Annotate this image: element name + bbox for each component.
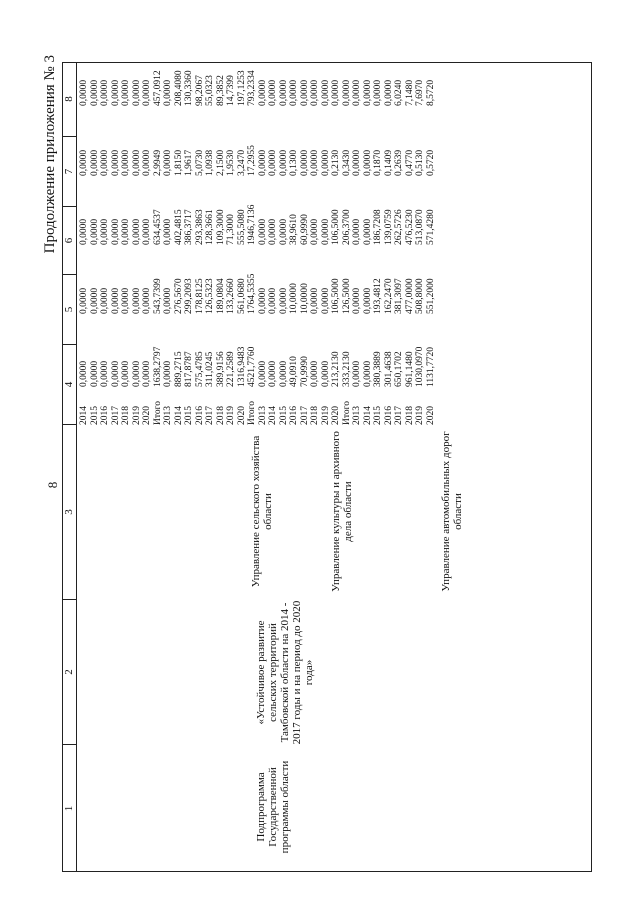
header-col-8: 8 bbox=[63, 96, 75, 102]
value-col-7: 0,4770 bbox=[404, 149, 415, 176]
value-col-7: 0,0000 bbox=[299, 149, 310, 176]
value-col-7: 0,1300 bbox=[289, 149, 299, 176]
value-col-6: 0,0000 bbox=[268, 218, 278, 245]
value-col-7: 17,2955 bbox=[247, 145, 257, 176]
department-culture: Управление культуры и архивного дела области bbox=[330, 431, 354, 592]
value-col-8: 8,5720 bbox=[425, 79, 436, 106]
value-col-4: 213,2130 bbox=[331, 351, 341, 387]
value-col-4: 0,0000 bbox=[362, 360, 373, 387]
value-col-4: 0,0000 bbox=[131, 360, 142, 387]
value-col-5: 299,2093 bbox=[184, 278, 194, 314]
value-col-6: 0,0000 bbox=[79, 218, 89, 245]
value-col-4: 0,0000 bbox=[89, 360, 100, 387]
row-label: 2019 bbox=[415, 406, 425, 425]
value-col-5: 193,4812 bbox=[373, 278, 383, 314]
value-col-7: 0,0000 bbox=[142, 149, 152, 176]
row-label: 2018 bbox=[404, 406, 415, 425]
value-col-8: 0,0000 bbox=[352, 79, 362, 106]
row-label: 2019 bbox=[131, 406, 142, 425]
value-col-4: 0,0000 bbox=[110, 360, 121, 387]
value-col-6: 38,9610 bbox=[289, 214, 299, 245]
row-label: 2018 bbox=[215, 406, 226, 425]
program-name: Подпрограмма Государственной программы области bbox=[255, 760, 291, 854]
value-col-6: 476,5230 bbox=[404, 209, 415, 245]
value-col-7: 2,1500 bbox=[215, 149, 226, 176]
value-col-6: 60,9990 bbox=[299, 214, 310, 245]
value-col-7: 0,0000 bbox=[89, 149, 100, 176]
value-col-4: 0,0000 bbox=[257, 360, 268, 387]
value-col-4: 389,9156 bbox=[215, 351, 226, 387]
value-col-6: 1946,7136 bbox=[247, 204, 257, 245]
row-label: 2013 bbox=[257, 406, 268, 425]
row-label: 2020 bbox=[425, 406, 436, 425]
header-col-3: 3 bbox=[62, 424, 77, 599]
row-label: 2020 bbox=[236, 406, 247, 425]
value-col-5: 0,0000 bbox=[268, 287, 278, 314]
row-label: 2020 bbox=[142, 406, 152, 425]
department-agriculture: Управление сельского хозяйства области bbox=[250, 435, 274, 588]
value-col-4: 311,0245 bbox=[205, 351, 215, 387]
value-col-6: 0,0000 bbox=[310, 218, 320, 245]
value-col-8: 0,0000 bbox=[289, 79, 299, 106]
value-col-4: 380,3889 bbox=[373, 351, 383, 387]
value-col-4: 221,2589 bbox=[226, 351, 236, 387]
value-col-7: 3,2470 bbox=[236, 149, 247, 176]
value-col-8: 0,0000 bbox=[121, 79, 131, 106]
value-col-7: 5,0730 bbox=[194, 149, 205, 176]
value-col-7: 0,0000 bbox=[310, 149, 320, 176]
value-col-8: 0,0000 bbox=[163, 79, 173, 106]
row-label: 2018 bbox=[310, 406, 320, 425]
value-col-8: 0,0000 bbox=[278, 79, 289, 106]
value-col-8: 0,0000 bbox=[142, 79, 152, 106]
value-col-6: 386,3717 bbox=[184, 209, 194, 245]
value-col-6: 262,5726 bbox=[394, 209, 404, 245]
table-header-row bbox=[62, 62, 77, 872]
value-col-7: 0,0000 bbox=[163, 149, 173, 176]
value-col-8: 0,0000 bbox=[131, 79, 142, 106]
header-col-1: 1 bbox=[62, 744, 77, 872]
value-col-4: 0,0000 bbox=[268, 360, 278, 387]
value-col-8: 0,0000 bbox=[383, 79, 394, 106]
value-col-5: 1764,5355 bbox=[247, 273, 257, 314]
value-col-5: 381,3097 bbox=[394, 278, 404, 314]
value-col-7: 1,9617 bbox=[184, 149, 194, 176]
value-col-7: 1,9530 bbox=[226, 149, 236, 176]
value-col-5: 0,0000 bbox=[79, 287, 89, 314]
value-col-6: 0,0000 bbox=[278, 218, 289, 245]
value-col-5: 508,8000 bbox=[415, 278, 425, 314]
row-label: 2018 bbox=[121, 406, 131, 425]
value-col-5: 0,0000 bbox=[362, 287, 373, 314]
header-col-5: 5 bbox=[62, 274, 77, 344]
program-title: «Устойчивое развитие сельских территорий Тамбовской области на 2014 - 2017 годы и на период до 2020 года» bbox=[255, 600, 315, 745]
value-col-8: 0,0000 bbox=[110, 79, 121, 106]
value-col-6: 0,0000 bbox=[362, 218, 373, 245]
value-col-4: 575,4785 bbox=[194, 351, 205, 387]
value-col-6: 402,4815 bbox=[173, 209, 184, 245]
value-col-4: 1131,7720 bbox=[425, 346, 436, 387]
value-col-5: 189,0804 bbox=[215, 278, 226, 314]
value-col-7: 0,0000 bbox=[352, 149, 362, 176]
row-label: 2014 bbox=[268, 406, 278, 425]
value-col-5: 0,0000 bbox=[142, 287, 152, 314]
value-col-7: 0,5720 bbox=[425, 149, 436, 176]
value-col-8: 0,0000 bbox=[268, 79, 278, 106]
row-label: 2016 bbox=[383, 406, 394, 425]
value-col-8: 0,0000 bbox=[79, 79, 89, 106]
value-col-5: 126,5323 bbox=[205, 278, 215, 314]
value-col-4: 301,4638 bbox=[383, 351, 394, 387]
value-col-5: 561,0680 bbox=[236, 278, 247, 314]
row-label: 2019 bbox=[320, 406, 331, 425]
value-col-6: 206,3700 bbox=[341, 209, 352, 245]
value-col-8: 197,1253 bbox=[236, 70, 247, 106]
row-label: 2016 bbox=[194, 406, 205, 425]
department-roads: Управление автомобильных дорог области bbox=[440, 431, 464, 592]
value-col-8: 208,4080 bbox=[173, 70, 184, 106]
value-col-5: 0,0000 bbox=[110, 287, 121, 314]
value-col-7: 1,8150 bbox=[173, 149, 184, 176]
value-col-5: 0,0000 bbox=[310, 287, 320, 314]
value-col-6: 0,0000 bbox=[121, 218, 131, 245]
value-col-5: 10,0000 bbox=[289, 283, 299, 314]
value-col-8: 0,0000 bbox=[310, 79, 320, 106]
row-label: 2017 bbox=[299, 406, 310, 425]
row-label: 2013 bbox=[352, 406, 362, 425]
row-label: 2019 bbox=[226, 406, 236, 425]
value-col-6: 555,5080 bbox=[236, 209, 247, 245]
value-col-4: 70,9990 bbox=[299, 356, 310, 387]
value-col-5: 0,0000 bbox=[278, 287, 289, 314]
row-label: 2017 bbox=[394, 406, 404, 425]
value-col-4: 1030,0970 bbox=[415, 346, 425, 387]
value-col-7: 0,5130 bbox=[415, 149, 425, 176]
value-col-5: 10,0000 bbox=[299, 283, 310, 314]
row-label: 2015 bbox=[278, 406, 289, 425]
value-col-4: 0,0000 bbox=[320, 360, 331, 387]
value-col-7: 0,0000 bbox=[131, 149, 142, 176]
value-col-6: 109,3000 bbox=[215, 209, 226, 245]
value-col-4: 0,0000 bbox=[352, 360, 362, 387]
value-col-6: 0,0000 bbox=[352, 218, 362, 245]
value-col-4: 1638,2797 bbox=[152, 346, 163, 387]
value-col-6: 634,4537 bbox=[152, 209, 163, 245]
value-col-5: 126,5000 bbox=[341, 278, 352, 314]
value-col-8: 7,1480 bbox=[404, 79, 415, 106]
row-label: 2015 bbox=[89, 406, 100, 425]
row-label: 2017 bbox=[205, 406, 215, 425]
header-col-6: 6 bbox=[62, 206, 77, 274]
value-col-4: 817,8787 bbox=[184, 351, 194, 387]
value-col-5: 133,2660 bbox=[226, 278, 236, 314]
value-col-4: 0,0000 bbox=[310, 360, 320, 387]
value-col-8: 0,0000 bbox=[373, 79, 383, 106]
value-col-8: 6,0240 bbox=[394, 79, 404, 106]
value-col-7: 0,0000 bbox=[268, 149, 278, 176]
value-col-8: 0,0000 bbox=[257, 79, 268, 106]
page-number: 8 bbox=[45, 481, 60, 489]
value-col-6: 186,7208 bbox=[373, 209, 383, 245]
value-col-4: 0,0000 bbox=[79, 360, 89, 387]
value-col-8: 0,0000 bbox=[100, 79, 110, 106]
value-col-7: 2,9949 bbox=[152, 149, 163, 176]
header-col-7: 7 bbox=[62, 136, 77, 206]
value-col-6: 0,0000 bbox=[257, 218, 268, 245]
value-col-6: 513,0870 bbox=[415, 209, 425, 245]
row-label: 2014 bbox=[79, 406, 89, 425]
value-col-4: 333,2130 bbox=[341, 351, 352, 387]
value-col-6: 0,0000 bbox=[320, 218, 331, 245]
value-col-7: 0,0000 bbox=[320, 149, 331, 176]
value-col-4: 1316,9483 bbox=[236, 346, 247, 387]
row-label: 2016 bbox=[100, 406, 110, 425]
value-col-6: 0,0000 bbox=[110, 218, 121, 245]
row-label: 2014 bbox=[173, 406, 184, 425]
value-col-7: 0,0000 bbox=[121, 149, 131, 176]
value-col-6: 293,3863 bbox=[194, 209, 205, 245]
value-col-7: 0,0000 bbox=[362, 149, 373, 176]
value-col-6: 0,0000 bbox=[163, 218, 173, 245]
header-col-4: 4 bbox=[62, 344, 77, 424]
row-label: 2015 bbox=[373, 406, 383, 425]
value-col-7: 0,0000 bbox=[110, 149, 121, 176]
value-col-5: 0,0000 bbox=[89, 287, 100, 314]
row-label: 2017 bbox=[110, 406, 121, 425]
row-label: 2015 bbox=[184, 406, 194, 425]
value-col-8: 98,2067 bbox=[194, 75, 205, 106]
header-col-2: 2 bbox=[62, 599, 77, 744]
value-col-5: 551,2000 bbox=[425, 278, 436, 314]
row-label: 2016 bbox=[289, 406, 299, 425]
value-col-5: 0,0000 bbox=[352, 287, 362, 314]
value-col-5: 0,0000 bbox=[163, 287, 173, 314]
value-col-8: 457,0912 bbox=[152, 70, 163, 106]
value-col-8: 14,7399 bbox=[226, 75, 236, 106]
value-col-6: 71,3000 bbox=[226, 214, 236, 245]
value-col-7: 1,0938 bbox=[205, 149, 215, 176]
value-col-5: 162,2470 bbox=[383, 278, 394, 314]
value-col-4: 0,0000 bbox=[121, 360, 131, 387]
value-col-6: 139,0759 bbox=[383, 209, 394, 245]
value-col-8: 0,0000 bbox=[362, 79, 373, 106]
row-label: 2014 bbox=[362, 406, 373, 425]
row-label: 2020 bbox=[331, 406, 341, 425]
value-col-6: 0,0000 bbox=[142, 218, 152, 245]
value-col-4: 889,2715 bbox=[173, 351, 184, 387]
value-col-6: 106,5000 bbox=[331, 209, 341, 245]
value-col-5: 0,0000 bbox=[121, 287, 131, 314]
value-col-4: 0,0000 bbox=[100, 360, 110, 387]
value-col-4: 49,0910 bbox=[289, 356, 299, 387]
value-col-7: 0,1409 bbox=[383, 149, 394, 176]
row-label: 2013 bbox=[163, 406, 173, 425]
value-col-8: 130,3360 bbox=[184, 70, 194, 106]
value-col-4: 4521,7760 bbox=[247, 346, 257, 387]
appendix-continuation-title: Продолжение приложения № 3 bbox=[42, 55, 58, 254]
value-col-8: 0,0000 bbox=[299, 79, 310, 106]
value-col-7: 0,3430 bbox=[341, 149, 352, 176]
value-col-6: 0,0000 bbox=[100, 218, 110, 245]
value-col-6: 128,3661 bbox=[205, 209, 215, 245]
value-col-7: 0,0000 bbox=[100, 149, 110, 176]
value-col-8: 0,0000 bbox=[89, 79, 100, 106]
value-col-5: 0,0000 bbox=[100, 287, 110, 314]
value-col-8: 0,0000 bbox=[331, 79, 341, 106]
value-col-7: 0,2130 bbox=[331, 149, 341, 176]
value-col-6: 0,0000 bbox=[89, 218, 100, 245]
value-col-5: 0,0000 bbox=[131, 287, 142, 314]
value-col-8: 0,0000 bbox=[341, 79, 352, 106]
value-col-4: 0,0000 bbox=[163, 360, 173, 387]
value-col-5: 543,7399 bbox=[152, 278, 163, 314]
row-label: Итого bbox=[341, 400, 352, 425]
value-col-5: 276,5670 bbox=[173, 278, 184, 314]
value-col-6: 0,0000 bbox=[131, 218, 142, 245]
value-col-8: 7,6970 bbox=[415, 79, 425, 106]
value-col-8: 89,3852 bbox=[215, 75, 226, 106]
value-col-4: 961,1480 bbox=[404, 351, 415, 387]
value-col-7: 0,0000 bbox=[278, 149, 289, 176]
value-col-4: 650,1702 bbox=[394, 351, 404, 387]
value-col-8: 793,2334 bbox=[247, 70, 257, 106]
value-col-5: 477,0000 bbox=[404, 278, 415, 314]
row-label: Итого bbox=[152, 400, 163, 425]
value-col-7: 0,1870 bbox=[373, 149, 383, 176]
value-col-5: 106,5000 bbox=[331, 278, 341, 314]
value-col-7: 0,2639 bbox=[394, 149, 404, 176]
value-col-8: 55,0323 bbox=[205, 75, 215, 106]
value-col-5: 178,8125 bbox=[194, 278, 205, 314]
row-label: Итого bbox=[247, 400, 257, 425]
value-col-5: 0,0000 bbox=[320, 287, 331, 314]
value-col-5: 0,0000 bbox=[257, 287, 268, 314]
value-col-7: 0,0000 bbox=[257, 149, 268, 176]
value-col-6: 571,4280 bbox=[425, 209, 436, 245]
value-col-8: 0,0000 bbox=[320, 79, 331, 106]
value-col-4: 0,0000 bbox=[142, 360, 152, 387]
value-col-7: 0,0000 bbox=[79, 149, 89, 176]
value-col-4: 0,0000 bbox=[278, 360, 289, 387]
